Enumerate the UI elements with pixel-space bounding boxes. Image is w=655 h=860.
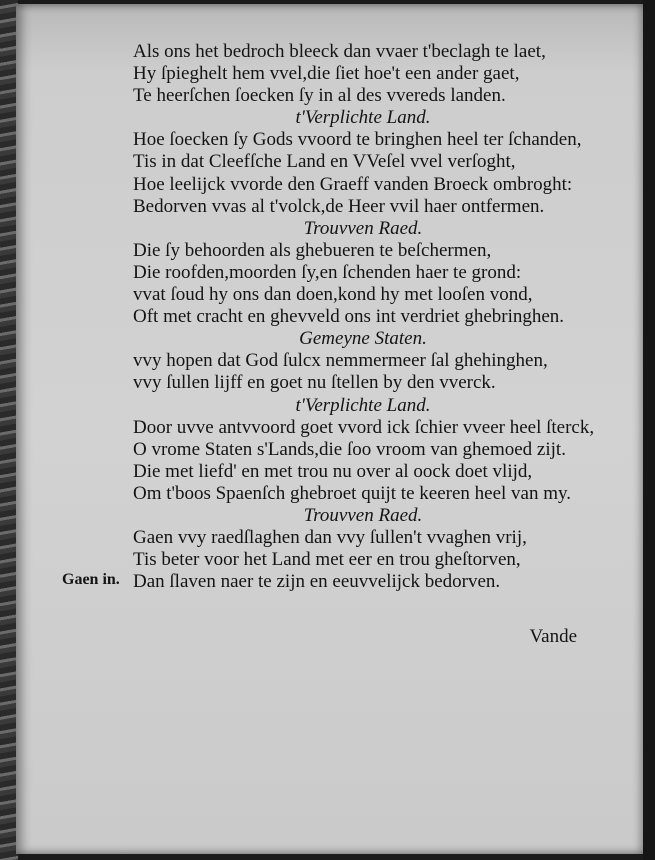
verse-line: Dan ſlaven naer te zijn en eeuvvelijck bedorven.: [133, 571, 501, 593]
verse-line: Die ſy behoorden als ghebueren te beſchermen,: [133, 239, 492, 261]
scan-border: [643, 0, 655, 860]
verse-line: vvy hopen dat God ſulcx nemmermeer ſal ghehinghen,: [133, 350, 548, 372]
verse-line: Hy ſpieghelt hem vvel,die ſiet hoe't een ander gaet,: [133, 63, 520, 85]
verse-line: Om t'boos Spaenſch ghebroet quijt te keeren heel van my.: [133, 482, 572, 504]
verse-line: Als ons het bedroch bleeck dan vvaer t'beclagh te laet,: [133, 41, 546, 62]
verse-line: Bedorven vvas al t'volck,de Heer vvil haer ontfermen.: [133, 195, 545, 217]
speaker-heading: Trouvven Raed.: [303, 504, 423, 526]
speaker-heading: t'Verplichte Land.: [295, 394, 431, 416]
verse-text: [133, 41, 633, 593]
margin-note: Gaen in.: [62, 571, 120, 588]
speaker-heading: Trouvven Raed.: [303, 217, 423, 239]
verse-line: Hoe ſoecken ſy Gods vvoord te bringhen heel ter ſchanden,: [133, 129, 582, 151]
speaker-heading: t'Verplichte Land.: [295, 107, 431, 129]
verse-line: Die met liefd' en met trou nu over al oock doet vlijd,: [133, 460, 533, 482]
verse-line: Oft met cracht en ghevveld ons int verdriet ghebringhen.: [133, 306, 565, 328]
verse-line: Die roofden,moorden ſy,en ſchenden haer te grond:: [133, 261, 522, 283]
verse-line: Door uvve antvvoord goet vvord ick ſchier vveer heel ſterck,: [133, 416, 595, 438]
verse-line: vvat ſoud hy ons dan doen,kond hy met looſen vond,: [133, 284, 533, 306]
verse-line: Tis beter voor het Land met eer en trou gheſtorven,: [133, 549, 521, 571]
verse-line: Te heerſchen ſoecken ſy in al des vvereds landen.: [133, 85, 506, 107]
catchword: Vande: [529, 626, 577, 647]
speaker-heading: Gemeyne Staten.: [299, 328, 427, 350]
verse-line: Tis in dat Cleefſche Land en VVeſel vvel verſoght,: [133, 151, 516, 173]
verse-line: vvy ſullen lijff en goet nu ſtellen by den vverck.: [133, 372, 496, 394]
verse-line: Hoe leelijck vvorde den Graeff vanden Broeck ombroght:: [133, 173, 573, 195]
verse-line: Gaen vvy raedſlaghen dan vvy ſullen't vvaghen vrij,: [133, 527, 527, 549]
verse-line: O vrome Staten s'Lands,die ſoo vroom van ghemoed zijt.: [133, 438, 566, 460]
